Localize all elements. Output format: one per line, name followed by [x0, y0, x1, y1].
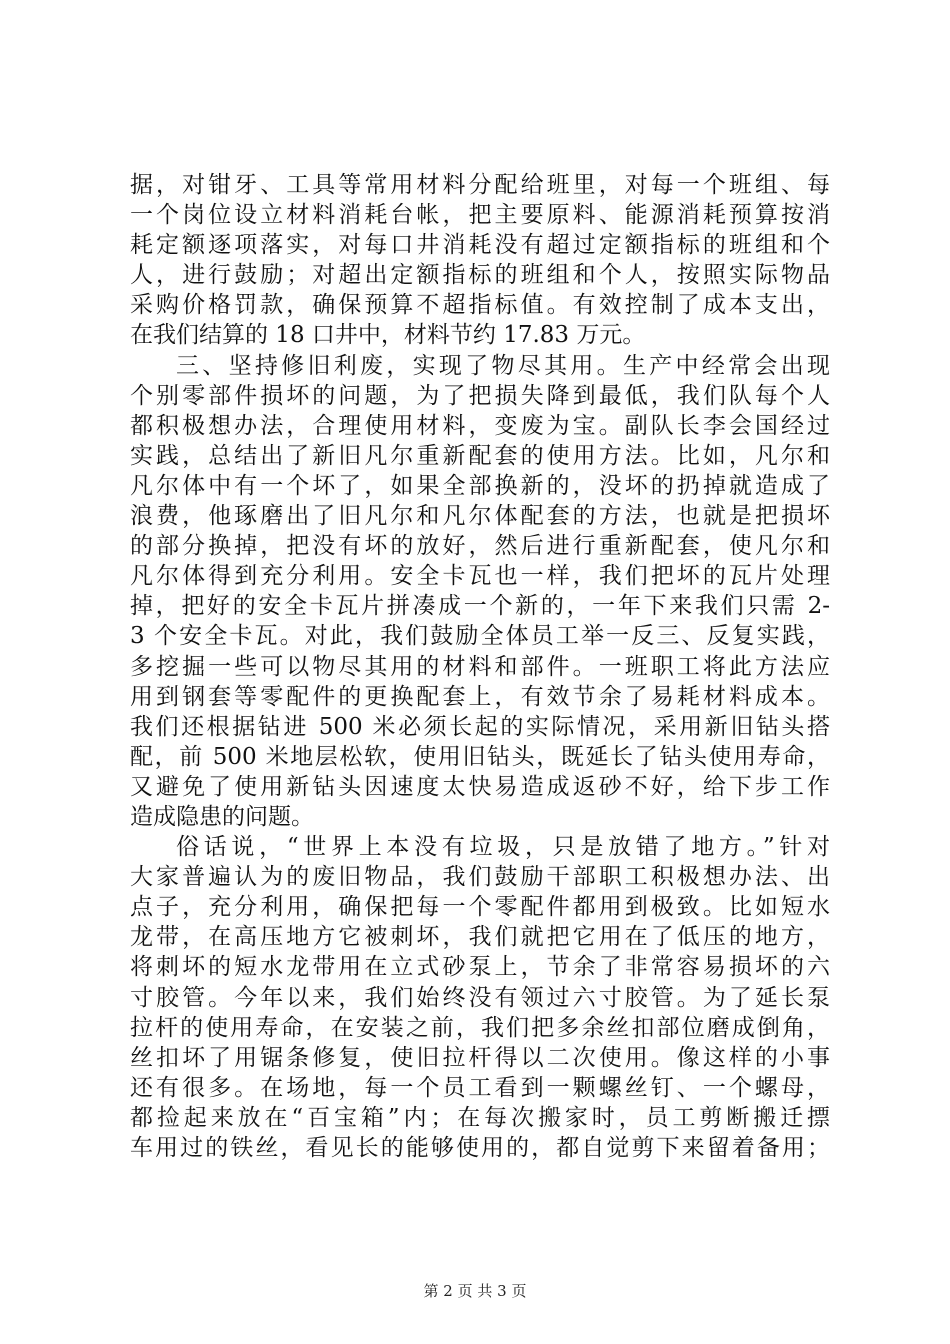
text-line	[130, 832, 830, 862]
text-line	[130, 772, 830, 802]
text-line	[130, 952, 830, 982]
text-line-content: 凡尔体中有一个坏了，如果全部换新的，没坏的扔掉就造成了	[130, 472, 830, 499]
text-line-content: 寸胶管。今年以来，我们始终没有领过六寸胶管。为了延长泵	[130, 984, 830, 1011]
text-line	[130, 802, 830, 832]
text-line-content: 在我们结算的 18 口井中，材料节约 17.83 万元。	[130, 322, 646, 349]
text-line-content: 凡尔体得到充分利用。安全卡瓦也一样，我们把坏的瓦片处理	[130, 563, 830, 590]
text-line-content: 用到钢套等零配件的更换配套上，有效节余了易耗材料成本。	[130, 683, 830, 710]
text-line-content: 拉杆的使用寿命，在安装之前，我们把多余丝扣部位磨成倒角，	[130, 1014, 830, 1041]
text-line-content: 采购价格罚款，确保预算不超指标值。有效控制了成本支出，	[130, 292, 830, 319]
text-line	[130, 1043, 830, 1073]
page-footer: 第 2 页 共 3 页	[423, 1282, 527, 1300]
text-line	[130, 351, 830, 381]
text-line-content: 浪费，他琢磨出了旧凡尔和凡尔体配套的方法，也就是把损坏	[130, 503, 830, 530]
text-line	[130, 320, 830, 350]
text-line-content: 丝扣坏了用锯条修复，使旧拉杆得以二次使用。像这样的小事	[130, 1044, 830, 1071]
text-line-content: 龙带，在高压地方它被刺坏，我们就把它用在了低压的地方，	[130, 924, 830, 951]
text-line-content: 将刺坏的短水龙带用在立式砂泵上，节余了非常容易损坏的六	[130, 954, 830, 981]
text-line	[130, 441, 830, 471]
text-line	[130, 531, 830, 561]
text-line	[130, 230, 830, 260]
text-line-content: 3 个安全卡瓦。对此，我们鼓励全体员工举一反三、反复实践，	[130, 623, 830, 650]
text-line	[130, 983, 830, 1013]
text-line-content: 一个岗位设立材料消耗台帐，把主要原料、能源消耗预算按消	[130, 202, 830, 229]
text-line	[130, 1013, 830, 1043]
text-line	[130, 471, 830, 501]
text-line-content: 人，进行鼓励；对超出定额指标的班组和个人，按照实际物品	[130, 262, 830, 289]
body-text	[130, 170, 830, 1163]
text-line-content: 多挖掘一些可以物尽其用的材料和部件。一班职工将此方法应	[130, 653, 830, 680]
text-line	[130, 892, 830, 922]
text-line-content: 我们还根据钻进 500 米必须长起的实际情况，采用新旧钻头搭	[130, 713, 830, 740]
text-line	[130, 682, 830, 712]
text-line-content: 还有很多。在场地，每一个员工看到一颗螺丝钉、一个螺母，	[130, 1074, 830, 1101]
text-line-content: 大家普遍认为的废旧物品，我们鼓励干部职工积极想办法、出	[130, 864, 830, 891]
text-line-content: 三、坚持修旧利废，实现了物尽其用。生产中经常会出现	[176, 352, 830, 379]
text-line-content: 耗定额逐项落实，对每口井消耗没有超过定额指标的班组和个	[130, 232, 830, 259]
text-line-content: 配，前 500 米地层松软，使用旧钻头，既延长了钻头使用寿命，	[130, 743, 830, 770]
text-line-content: 又避免了使用新钻头因速度太快易造成返砂不好，给下步工作	[130, 773, 830, 800]
text-line	[130, 712, 830, 742]
text-line-content: 实践，总结出了新旧凡尔重新配套的使用方法。比如，凡尔和	[130, 442, 830, 469]
text-line-content: 造成隐患的问题。	[130, 803, 314, 830]
text-line-content: 个别零部件损坏的问题，为了把损失降到最低，我们队每个人	[130, 382, 830, 409]
text-line	[130, 290, 830, 320]
text-line-content: 都捡起来放在“百宝箱”内；在每次搬家时，员工剪断搬迁摽	[130, 1104, 830, 1131]
text-line-content: 都积极想办法，合理使用材料，变废为宝。副队长李会国经过	[130, 412, 830, 439]
text-line	[130, 260, 830, 290]
text-line-content: 俗话说，“世界上本没有垃圾，只是放错了地方。”针对	[176, 834, 830, 861]
text-line	[130, 200, 830, 230]
text-line	[130, 170, 830, 200]
text-line-content: 点子，充分利用，确保把每一个零配件都用到极致。比如短水	[130, 894, 830, 921]
text-line	[130, 922, 830, 952]
text-line	[130, 652, 830, 682]
text-line	[130, 621, 830, 651]
text-line	[130, 501, 830, 531]
text-line	[130, 561, 830, 591]
text-line	[130, 591, 830, 621]
text-line	[130, 381, 830, 411]
text-line	[130, 1103, 830, 1133]
text-line	[130, 862, 830, 892]
text-line	[130, 742, 830, 772]
text-line-content: 掉，把好的安全卡瓦片拼凑成一个新的，一年下来我们只需 2-	[130, 593, 830, 620]
text-line-content: 车用过的铁丝，看见长的能够使用的，都自觉剪下来留着备用；	[130, 1135, 830, 1161]
text-line	[130, 1133, 830, 1163]
text-line	[130, 411, 830, 441]
text-line	[130, 1073, 830, 1103]
text-line-content: 的部分换掉，把没有坏的放好，然后进行重新配套，使凡尔和	[130, 533, 830, 560]
text-line-content: 据，对钳牙、工具等常用材料分配给班里，对每一个班组、每	[130, 172, 830, 198]
